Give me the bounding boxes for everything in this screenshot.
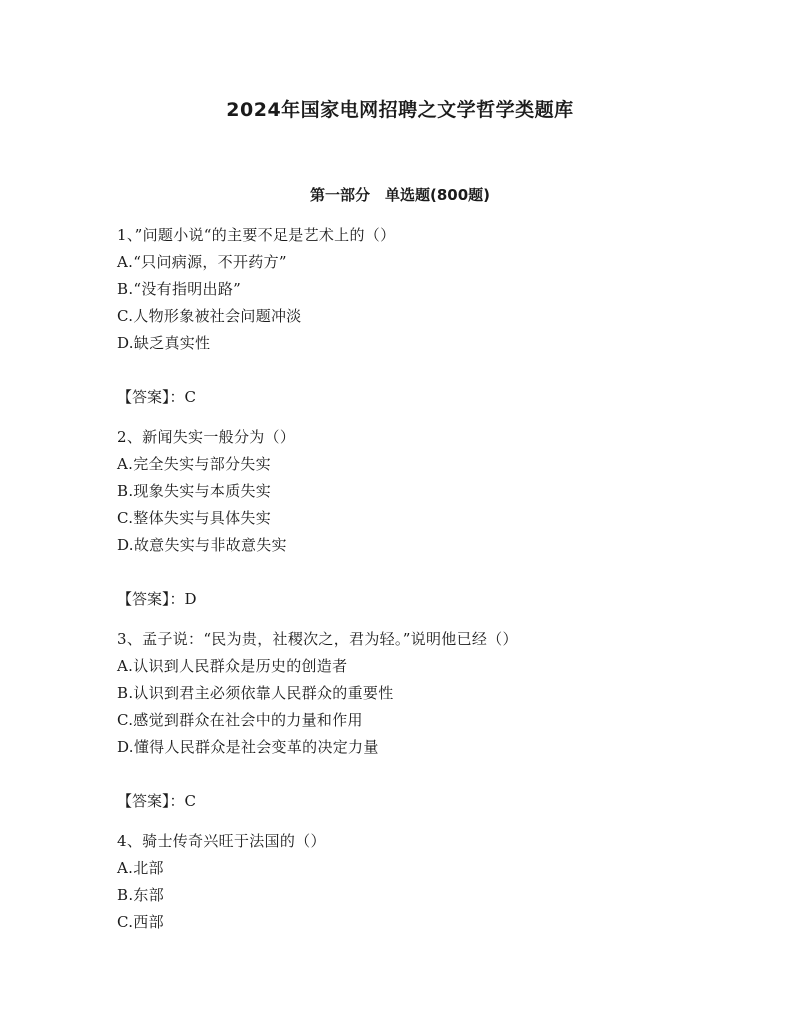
question-4 — [117, 828, 717, 936]
answer-label: 【答案】： — [117, 590, 185, 608]
option-a: A.“只问病源，不开药方” — [117, 253, 287, 271]
document-title: 2024年国家电网招聘之文学哲学类题库 — [226, 99, 574, 121]
option-b: B.“没有指明出路” — [117, 280, 242, 298]
answer-value: D — [184, 590, 197, 608]
answer-value: C — [184, 388, 196, 406]
question-stem: 3、孟子说：“民为贵，社稷次之，君为轻。”说明他已经（） — [117, 630, 518, 648]
answer-label: 【答案】： — [117, 792, 185, 810]
option-a: A.认识到人民群众是历史的创造者 — [117, 657, 348, 675]
answer-line — [117, 788, 717, 815]
question-stem: 1、”问题小说“的主要不足是艺术上的（） — [117, 226, 396, 244]
option-c: C.感觉到群众在社会中的力量和作用 — [117, 711, 363, 729]
question-stem: 4、骑士传奇兴旺于法国的（） — [117, 832, 326, 850]
option-d: D.故意失实与非故意失实 — [117, 536, 287, 554]
option-a: A.北部 — [117, 859, 164, 877]
question-stem: 2、新闻失实一般分为（） — [117, 428, 296, 446]
answer-line — [117, 384, 717, 411]
answer-label: 【答案】： — [117, 388, 185, 406]
answer-value: C — [184, 792, 196, 810]
option-b: B.现象失实与本质失实 — [117, 482, 272, 500]
question-3 — [117, 626, 717, 815]
option-d: D.懂得人民群众是社会变革的决定力量 — [117, 738, 379, 756]
option-c: C.西部 — [117, 913, 164, 931]
answer-line — [117, 586, 717, 613]
option-c: C.整体失实与具体失实 — [117, 509, 272, 527]
question-list — [117, 222, 717, 936]
option-c: C.人物形象被社会问题冲淡 — [117, 307, 302, 325]
option-d: D.缺乏真实性 — [117, 334, 211, 352]
option-a: A.完全失实与部分失实 — [117, 455, 271, 473]
question-1 — [117, 222, 717, 411]
section-title: 第一部分 单选题(800题) — [309, 186, 491, 204]
option-b: B.东部 — [117, 886, 164, 904]
option-b: B.认识到君主必须依靠人民群众的重要性 — [117, 684, 394, 702]
question-2 — [117, 424, 717, 613]
